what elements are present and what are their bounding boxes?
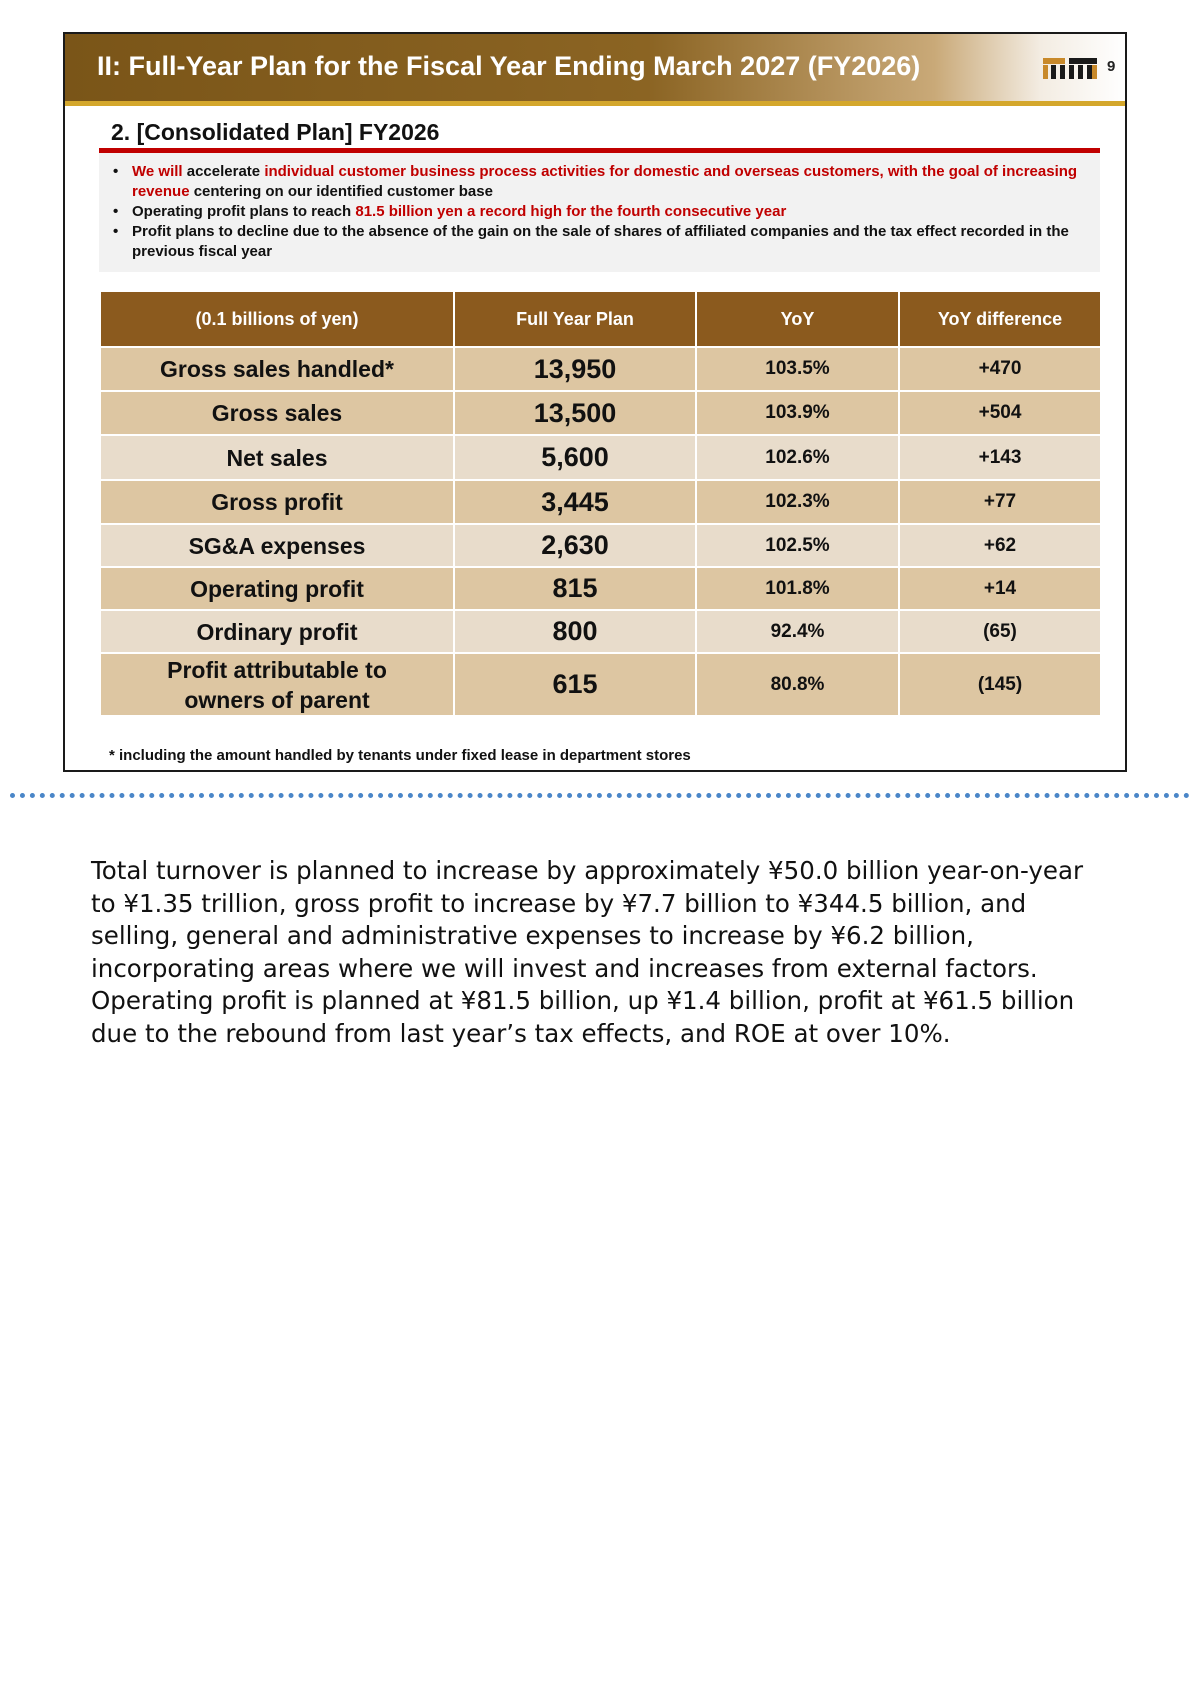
table-row (100, 435, 1101, 480)
header-unit: (0.1 billions of yen) (100, 291, 454, 347)
table-footnote: * including the amount handled by tenants under fixed lease in department stores (109, 747, 691, 764)
table-row (100, 653, 1101, 716)
table-row (100, 524, 1101, 567)
yoy-cell: 103.9% (696, 391, 899, 435)
row-label: Gross profit (100, 480, 454, 524)
summary-bullets (111, 162, 1088, 262)
title-underline (65, 101, 1125, 106)
summary-bullet (111, 222, 1088, 262)
table-row (100, 391, 1101, 435)
yoy-difference-cell: +470 (899, 347, 1101, 391)
slide (63, 32, 1127, 772)
row-label: Operating profit (100, 567, 454, 610)
page-number: 9 (1107, 58, 1116, 75)
bullet-text: Profit plans to decline due to the absence of the gain on the sale of shares of affiliated companies and the tax effect recorded in the previous fiscal year (132, 223, 1069, 260)
full-year-plan-cell: 615 (454, 653, 696, 716)
row-label: SG&A expenses (100, 524, 454, 567)
commentary-paragraph: Total turnover is planned to increase by approximately ¥50.0 billion year-on-year to ¥1.35 trillion, gross profit to increase by ¥7.7 billion to ¥344.5 billion, and selling, general and administrative expenses to increase by ¥6.2 billion, incorporating areas where we will invest and increases from external factors. Operating profit is planned at ¥81.5 billion, up ¥1.4 billion, profit at ¥61.5 billion due to the rebound from last year’s tax effects, and ROE at over 10%. (91, 856, 1084, 1048)
table-row (100, 610, 1101, 653)
table-row (100, 347, 1101, 391)
table-row (100, 567, 1101, 610)
full-year-plan-cell: 13,500 (454, 391, 696, 435)
table-body (100, 347, 1101, 716)
bullet-text: accelerate (186, 163, 265, 180)
yoy-cell: 80.8% (696, 653, 899, 716)
table-header-row (100, 291, 1101, 347)
yoy-difference-cell: +14 (899, 567, 1101, 610)
yoy-difference-cell: +77 (899, 480, 1101, 524)
slide-title-bar (65, 34, 1125, 101)
yoy-difference-cell: +62 (899, 524, 1101, 567)
summary-box (99, 153, 1100, 272)
section-subtitle: 2. [Consolidated Plan] FY2026 (111, 119, 440, 145)
yoy-cell: 92.4% (696, 610, 899, 653)
yoy-difference-cell: (145) (899, 653, 1101, 716)
row-label: Profit attributable to owners of parent (100, 653, 454, 716)
header-full-year-plan: Full Year Plan (454, 291, 696, 347)
full-year-plan-cell: 13,950 (454, 347, 696, 391)
yoy-cell: 102.6% (696, 435, 899, 480)
section-divider (10, 793, 1190, 798)
full-year-plan-cell: 5,600 (454, 435, 696, 480)
summary-bullet (111, 202, 1088, 222)
row-label: Net sales (100, 435, 454, 480)
full-year-plan-cell: 815 (454, 567, 696, 610)
yoy-difference-cell: +143 (899, 435, 1101, 480)
slide-title: II: Full-Year Plan for the Fiscal Year Ending March 2027 (FY2026) (97, 51, 921, 81)
yoy-cell: 103.5% (696, 347, 899, 391)
yoy-difference-cell: (65) (899, 610, 1101, 653)
highlight-text: 81.5 billion yen a record high for the fourth consecutive year (355, 203, 787, 220)
highlight-text: individual customer business process activities for domestic and overseas customers, with the goal of increasing revenue (132, 163, 1078, 200)
bullet-text: centering on our identified customer base (189, 183, 493, 200)
highlight-text: We will (132, 163, 187, 180)
row-label: Gross sales handled* (100, 347, 454, 391)
full-year-plan-cell: 2,630 (454, 524, 696, 567)
full-year-plan-cell: 800 (454, 610, 696, 653)
company-logo-icon (1043, 55, 1097, 79)
yoy-difference-cell: +504 (899, 391, 1101, 435)
yoy-cell: 101.8% (696, 567, 899, 610)
yoy-cell: 102.3% (696, 480, 899, 524)
bullet-text: Operating profit plans to reach (132, 203, 356, 220)
row-label: Ordinary profit (100, 610, 454, 653)
consolidated-plan-table (99, 290, 1102, 717)
full-year-plan-cell: 3,445 (454, 480, 696, 524)
header-yoy: YoY (696, 291, 899, 347)
header-yoy-difference: YoY difference (899, 291, 1101, 347)
row-label: Gross sales (100, 391, 454, 435)
yoy-cell: 102.5% (696, 524, 899, 567)
table-row (100, 480, 1101, 524)
summary-bullet (111, 162, 1088, 202)
